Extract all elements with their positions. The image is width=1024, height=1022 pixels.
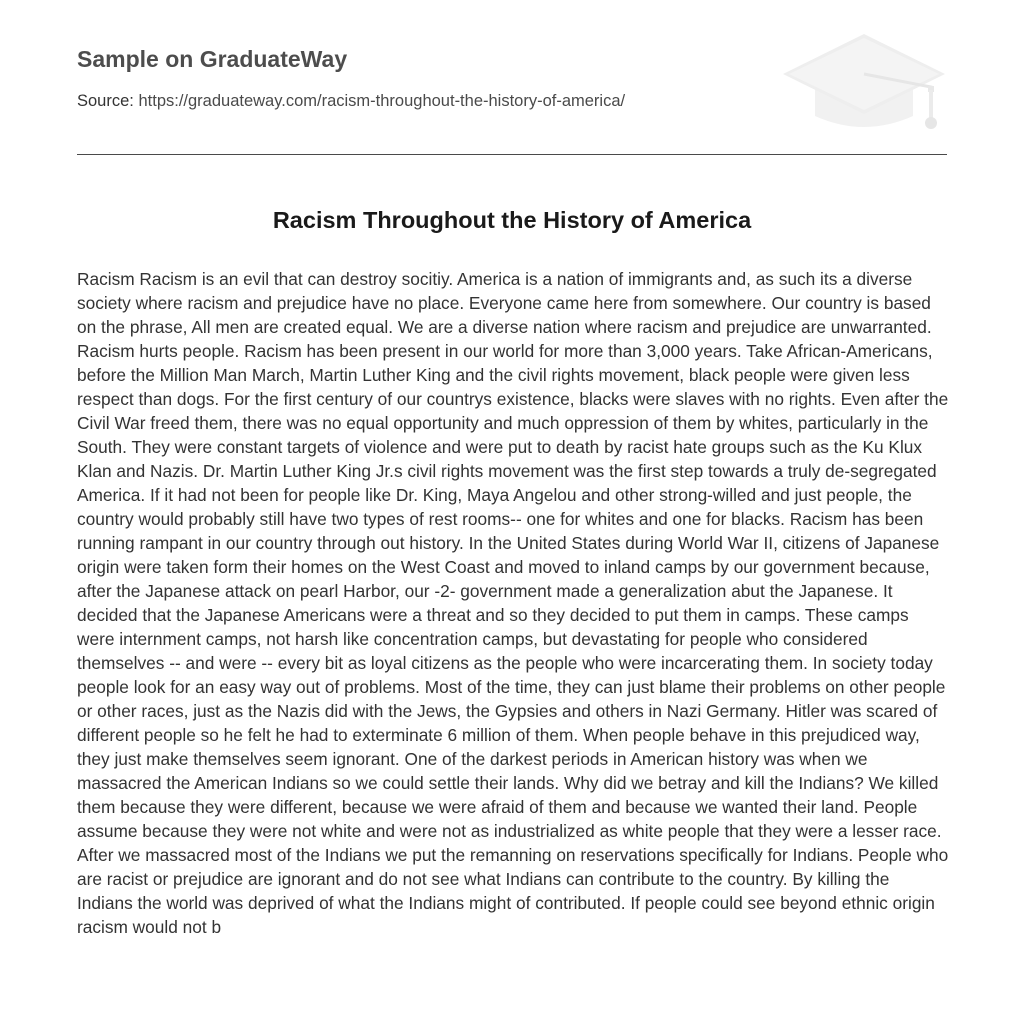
graduation-cap-icon [781, 30, 947, 134]
source-line [77, 90, 625, 112]
source-link[interactable]: https://graduateway.com/racism-throughout-the-history-of-america/ [138, 92, 626, 110]
article-body: Racism Racism is an evil that can destroy socitiy. America is a nation of immigrants and, as such its a diverse society where racism and prejudice have no place. Everyone came here from somewhere. Our country is based on the phrase, All men are created equal. We are a diverse nation where racism and prejudice are unwarranted. Racism hurts people. Racism has been present in our world for more than 3,000 years. Take African-Americans, before the Million Man March, Martin Luther King and the civil rights movement, black people were given less respect than dogs. For the first century of our countrys existence, blacks were slaves with no rights. Even after the Civil War freed them, there was no equal opportunity and much oppression of them by whites, particularly in the South. They were constant targets of violence and were put to death by racist hate groups such as the Ku Klux Klan and Nazis. Dr. Martin Luther King Jr.s civil rights movement was the first step towards a truly de-segregated America. If it had not been for people like Dr. King, Maya Angelou and other strong-willed and just people, the country would probably still have two types of rest rooms-- one for whites and one for blacks. Racism has been running rampant in our country through out history. In the United States during World War II, citizens of Japanese origin were taken form their homes on the West Coast and moved to inland camps by our government because, after the Japanese attack on pearl Harbor, our -2- government made a generalization abut the Japanese. It decided that the Japanese Americans were a threat and so they decided to put them in camps. These camps were internment camps, not harsh like concentration camps, but devastating for people who considered themselves -- and were -- every bit as loyal citizens as the people who were incarcerating them. In society today people look for an easy way out of problems. Most of the time, they can just blame their problems on other people or other races, just as the Nazis did with the Jews, the Gypsies and others in Nazi Germany. Hitler was scared of different people so he felt he had to exterminate 6 million of them. When people behave in this prejudiced way, they just make themselves seem ignorant. One of the darkest periods in American history was when we massacred the American Indians so we could settle their lands. Why did we betray and kill the Indians? We killed them because they were different, because we were afraid of them and because we wanted their land. People assume because they were not white and were not as industrialized as white people that they were a lesser race. After we massacred most of the Indians we put the remanning on reservations specifically for Indians. People who are racist or prejudice are ignorant and do not see what Indians can contribute to the country. By killing the Indians the world was deprived of what the Indians might of contributed. If people could see beyond ethnic origin racism would not b [77, 269, 949, 937]
source-label: Source: [77, 92, 134, 110]
header-divider [77, 154, 947, 155]
site-title: Sample on GraduateWay [77, 46, 348, 72]
article-title: Racism Throughout the History of America [272, 207, 752, 233]
